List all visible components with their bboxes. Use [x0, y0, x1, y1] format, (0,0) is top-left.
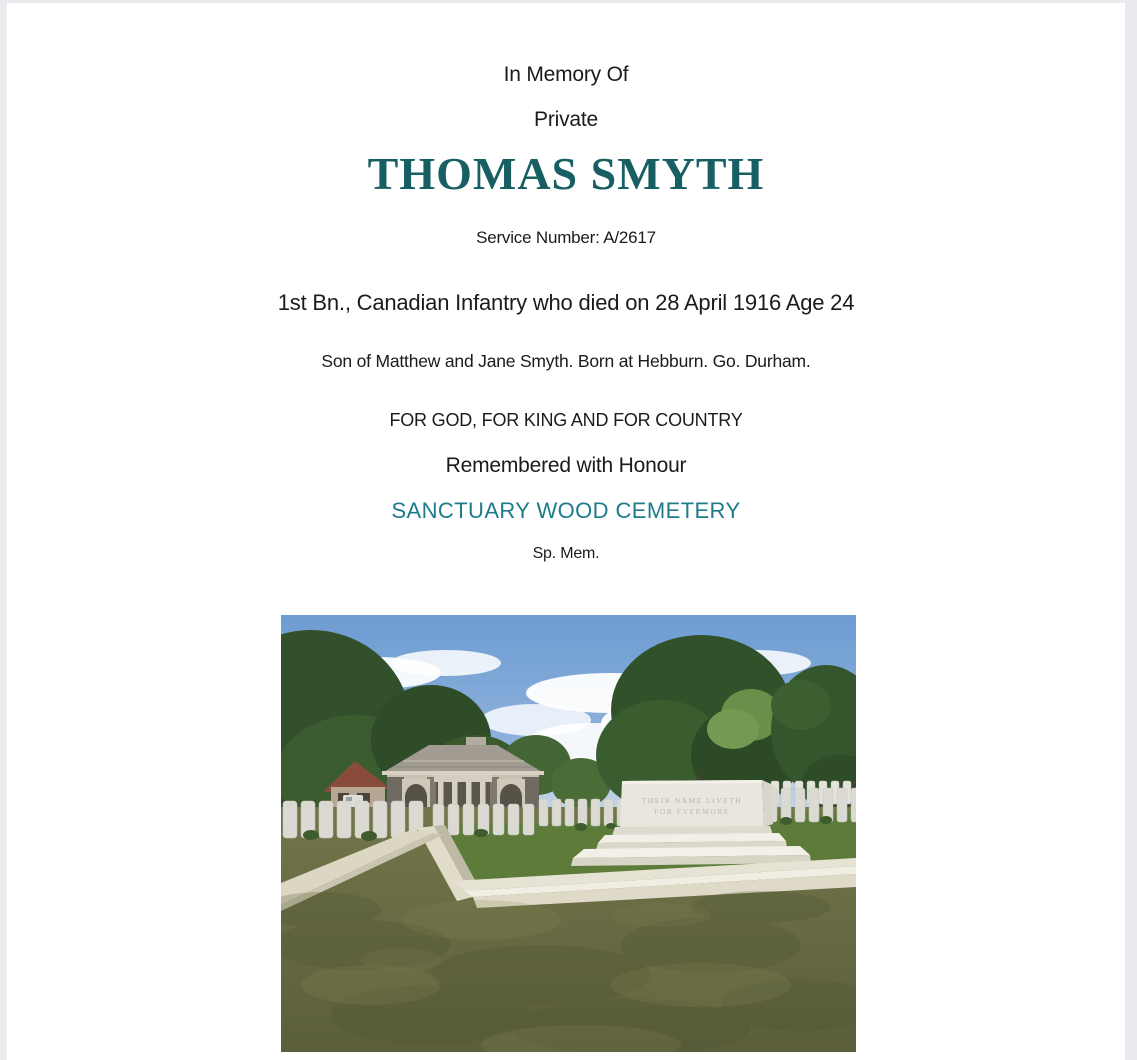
service-number-line: Service Number: A/2617: [476, 228, 656, 247]
unit-and-death-line: 1st Bn., Canadian Infantry who died on 28 April 1916 Age 24: [277, 290, 855, 315]
remembered-with-honour-line: Remembered with Honour: [445, 454, 687, 477]
grave-reference-line: Sp. Mem.: [532, 545, 600, 562]
cemetery-photograph: [281, 615, 856, 1052]
certificate-page: [7, 3, 1125, 1060]
family-line: Son of Matthew and Jane Smyth. Born at Hebburn. Go. Durham.: [321, 351, 811, 371]
cemetery-name-line: SANCTUARY WOOD CEMETERY: [391, 498, 741, 523]
cemetery-photo-illustration: [281, 615, 856, 1052]
stone-inscription-line1: THEIR NAME LIVETH: [641, 796, 743, 805]
rank-line: Private: [534, 108, 598, 131]
in-memory-of-line: In Memory Of: [503, 63, 629, 86]
soldier-name: THOMAS SMYTH: [367, 148, 765, 199]
motto-line: FOR GOD, FOR KING AND FOR COUNTRY: [389, 410, 743, 430]
stone-inscription-line2: FOR EVERMORE: [654, 807, 730, 816]
